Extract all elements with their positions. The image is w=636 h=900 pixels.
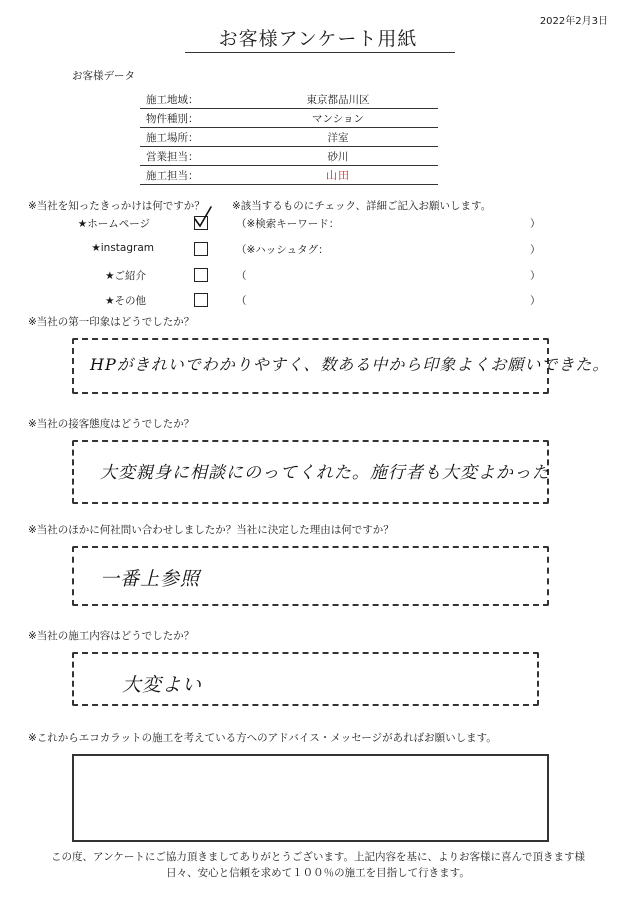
check-mark-icon [190,204,214,230]
footer-line-2: 日々、安心と信頼を求めて１００％の施工を目指して行きます。 [166,867,470,879]
q6-question: ※これからエコカラットの施工を考えている方へのアドバイス・メッセージがあればお願いします。 [28,732,497,744]
checkbox-other[interactable] [194,293,208,307]
row-value[interactable]: 洋室 [238,128,438,147]
option-detail-instagram: （※ハッシュタグ： [236,244,329,256]
row-label: 営業担当： [140,147,238,166]
row-label: 物件種別： [140,109,238,128]
q2-handwritten-answer: HPがきれいでわかりやすく、数ある中から印象よくお願いできた。 [90,355,610,374]
table-row [140,147,438,166]
q1-question: ※当社を知ったきっかけは何ですか？ [28,200,205,212]
option-label-referral: ★ご紹介 [105,270,146,282]
q1-instruction: ※該当するものにチェック、詳細ご記入お願いします。 [232,200,492,212]
row-value[interactable]: 東京都品川区 [238,90,438,109]
customer-data-table [140,90,438,185]
q5-handwritten-answer: 大変よい [122,674,203,696]
checkbox-instagram[interactable] [194,242,208,256]
q6-answer-box[interactable] [72,754,549,842]
q5-question: ※当社の施工内容はどうでしたか？ [28,630,195,642]
q3-question: ※当社の接客態度はどうでしたか？ [28,418,195,430]
option-label-homepage: ★ホームページ [77,218,150,230]
option-close-paren: ） [530,244,541,256]
row-label: 施工担当： [140,166,238,185]
q2-question: ※当社の第一印象はどうでしたか？ [28,316,195,328]
row-value[interactable]: マンション [238,109,438,128]
row-value[interactable] [238,166,438,185]
title-underline [185,52,455,53]
handwritten-staff-name: 山田 [326,169,350,182]
row-value[interactable]: 砂川 [238,147,438,166]
option-close-paren: ） [530,218,541,230]
option-label-instagram: ★instagram [91,242,154,254]
q3-handwritten-answer: 大変親身に相談にのってくれた。施行者も大変よかった [100,463,550,483]
q4-question: ※当社のほかに何社問い合わせしましたか？当社に決定した理由は何ですか？ [28,524,394,536]
survey-date: 2022年2月3日 [539,16,608,27]
checkbox-referral[interactable] [194,268,208,282]
option-label-other: ★その他 [105,295,146,307]
option-detail-other: （ [236,295,247,307]
option-close-paren: ） [530,295,541,307]
table-row [140,166,438,185]
page-title: お客様アンケート用紙 [218,28,418,50]
table-row [140,128,438,147]
table-row [140,109,438,128]
row-label: 施工地域： [140,90,238,109]
footer-line-1: この度、アンケートにご協力頂きましてありがとうございます。上記内容を基に、よりお客様に喜んで頂きます様 [50,851,586,863]
option-detail-homepage: （※検索キーワード： [236,218,340,230]
option-close-paren: ） [530,270,541,282]
table-row [140,90,438,109]
customer-data-heading: お客様データ [72,70,135,82]
option-detail-referral: （ [236,270,247,282]
q4-handwritten-answer: 一番上参照 [100,568,201,590]
row-label: 施工場所： [140,128,238,147]
